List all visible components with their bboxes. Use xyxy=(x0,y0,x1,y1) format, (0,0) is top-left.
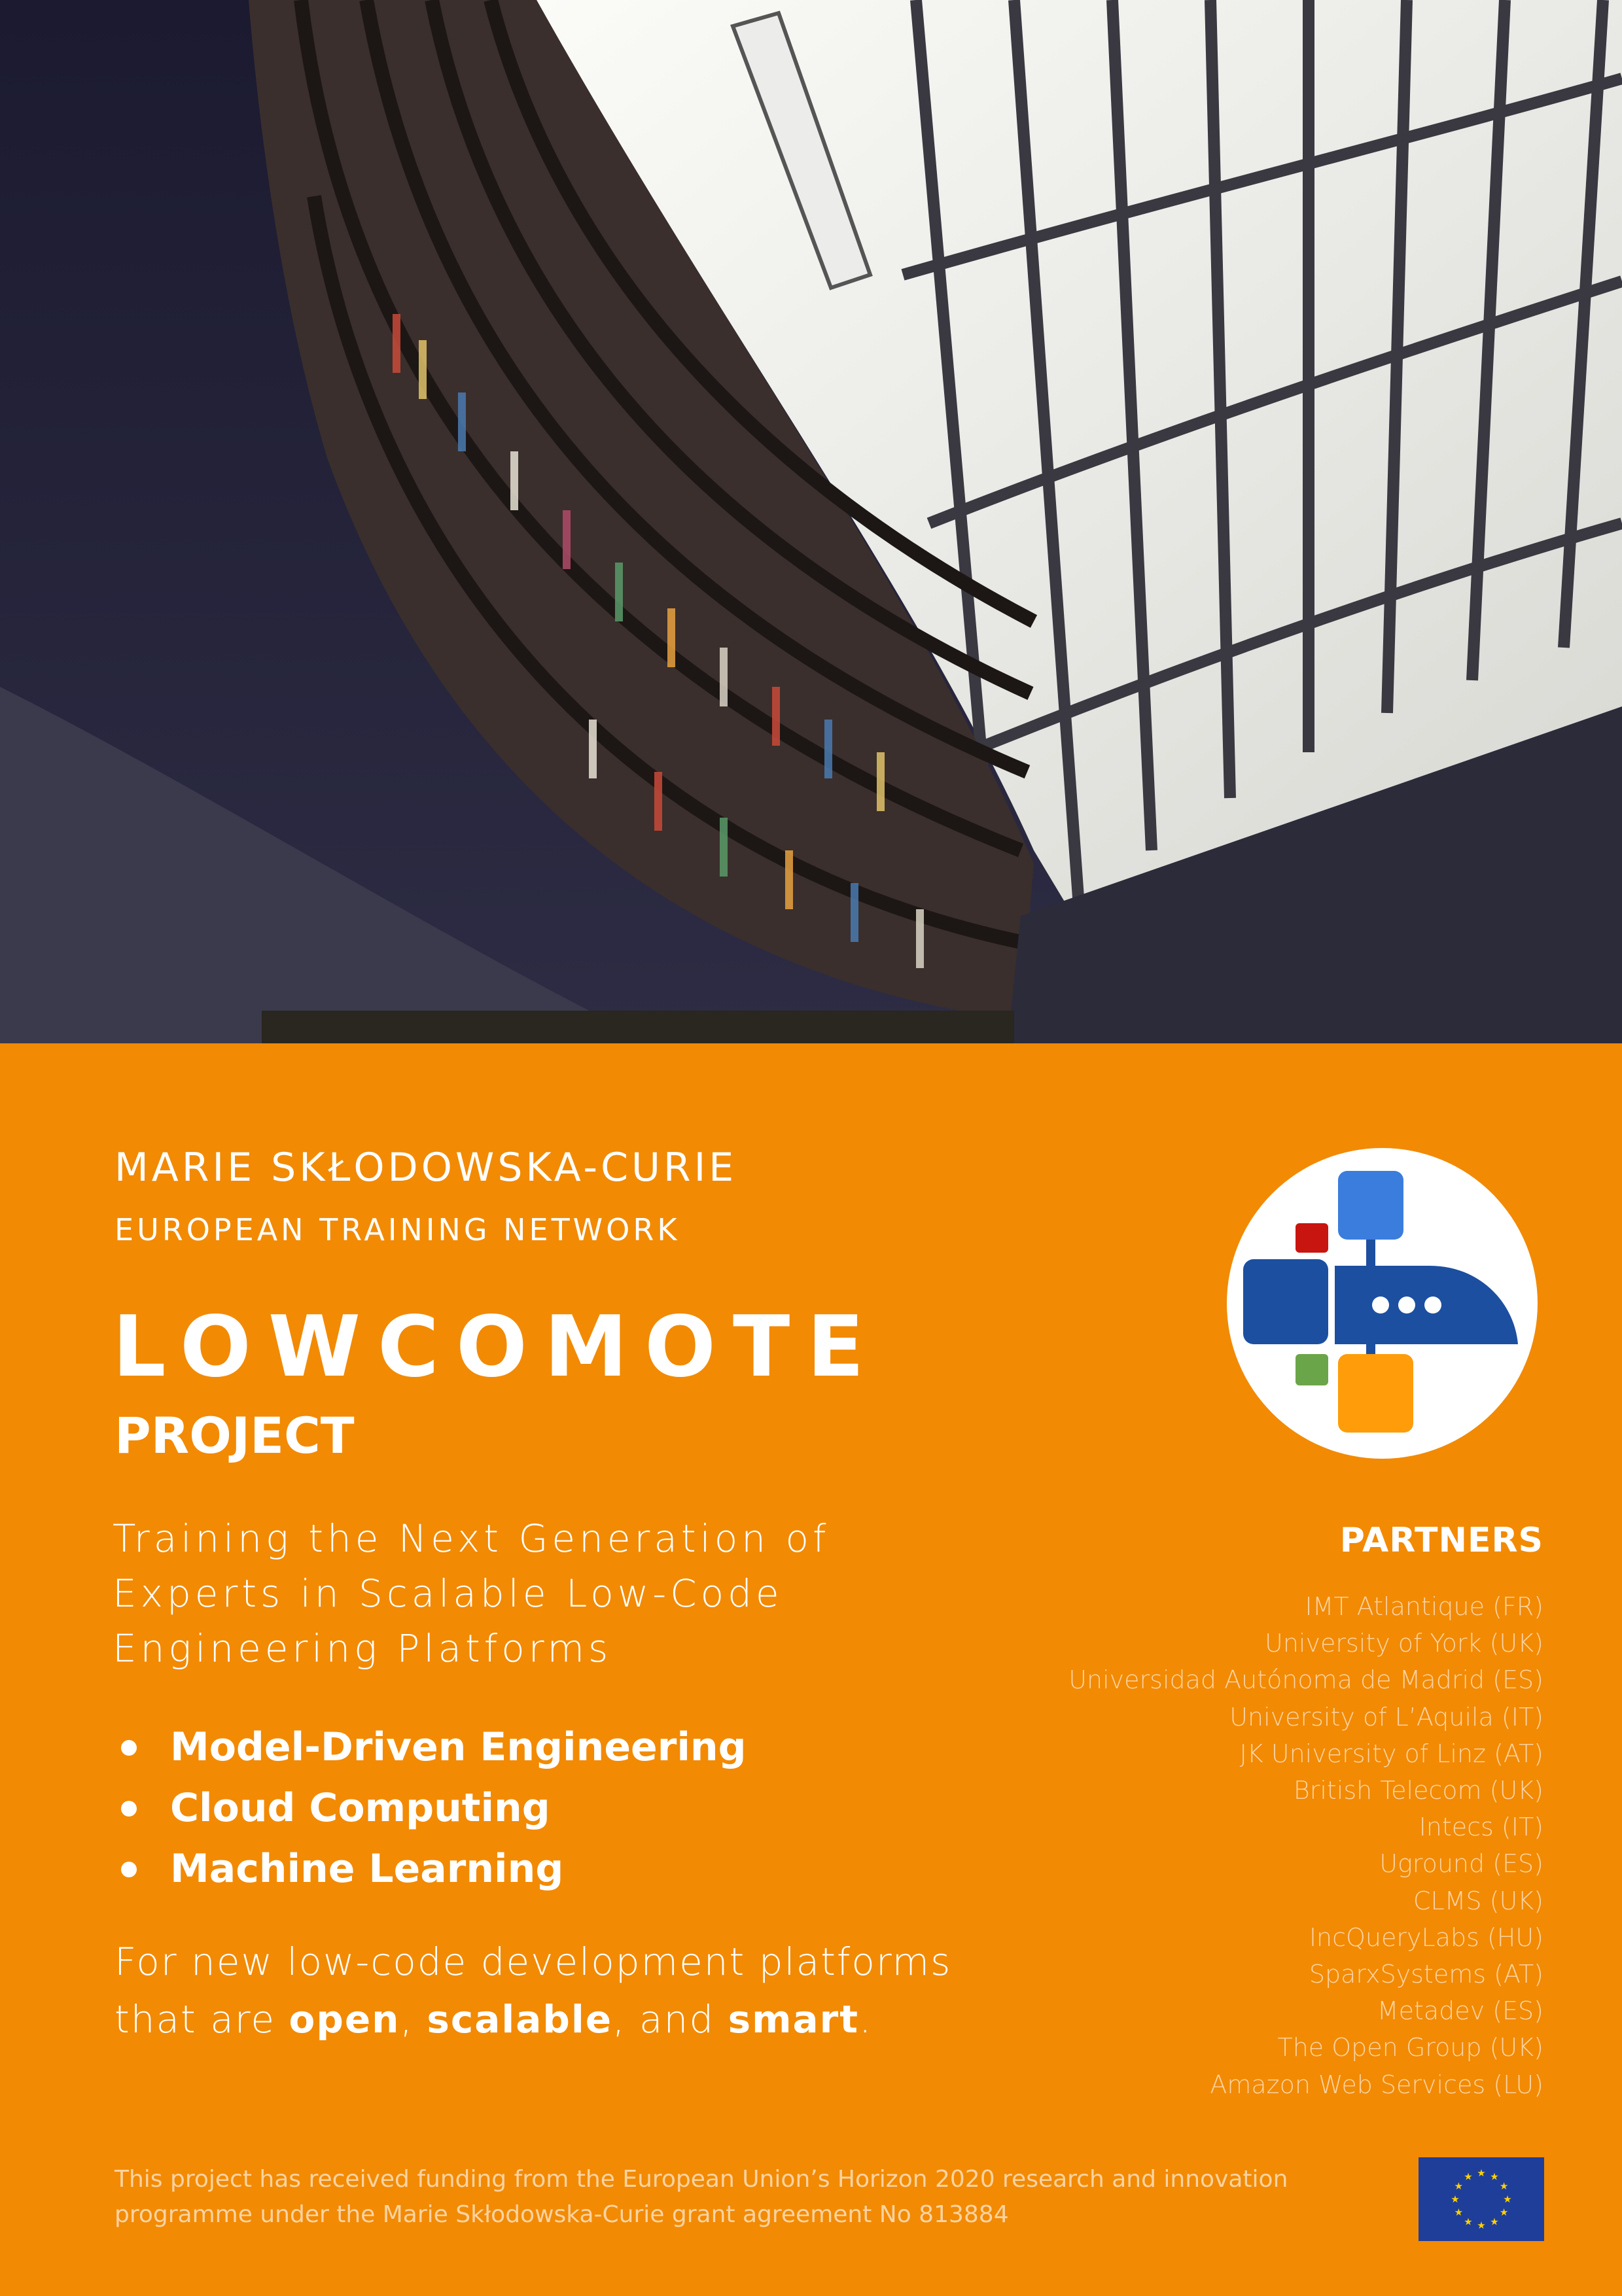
star-icon: ★ xyxy=(1499,2180,1509,2192)
bullet-icon xyxy=(121,1801,137,1817)
list-item xyxy=(115,1717,747,1778)
closing-lead: For new low-code development platforms that are xyxy=(115,1939,952,2042)
list-item: British Telecom (UK) xyxy=(1293,1776,1543,1805)
star-icon: ★ xyxy=(1454,2206,1464,2218)
closing-separator: , xyxy=(400,1997,414,2042)
list-item: IncQueryLabs (HU) xyxy=(1309,1922,1543,1952)
closing-end: . xyxy=(859,1997,873,2042)
topic-label: Cloud Computing xyxy=(170,1785,550,1831)
star-icon: ★ xyxy=(1451,2193,1460,2205)
bullet-icon xyxy=(121,1740,137,1756)
topic-list xyxy=(115,1717,747,1900)
bullet-icon xyxy=(121,1862,137,1877)
hero-photo xyxy=(0,0,1622,1043)
list-item: Amazon Web Services (LU) xyxy=(1210,2070,1543,2099)
project-subtitle: PROJECT xyxy=(115,1406,355,1465)
project-title: LOWCOMOTE xyxy=(113,1298,881,1396)
star-icon: ★ xyxy=(1490,2170,1499,2183)
star-icon: ★ xyxy=(1490,2216,1499,2228)
partners-heading: PARTNERS xyxy=(1339,1521,1543,1560)
star-icon: ★ xyxy=(1464,2216,1473,2228)
list-item: University of L’Aquila (IT) xyxy=(1229,1702,1543,1731)
star-icon: ★ xyxy=(1477,2167,1486,2179)
library-bookshelves-photo xyxy=(0,0,1622,1043)
list-item xyxy=(115,1839,747,1900)
list-item: JK University of Linz (AT) xyxy=(1239,1739,1543,1768)
list-item: CLMS (UK) xyxy=(1413,1886,1543,1915)
eu-flag xyxy=(1419,2157,1544,2241)
list-item: SparxSystems (AT) xyxy=(1309,1960,1543,1989)
program-heading: MARIE SKŁODOWSKA-CURIE xyxy=(115,1145,737,1191)
closing-separator: , and xyxy=(612,1997,715,2042)
network-heading: EUROPEAN TRAINING NETWORK xyxy=(115,1212,680,1247)
star-icon: ★ xyxy=(1477,2219,1486,2231)
funding-note: This project has received funding from the European Union’s Horizon 2020 research and innovation programme under the Marie Skłodowska-Curie grant agreement No 813884 xyxy=(115,2166,1288,2228)
topic-label: Model-Driven Engineering xyxy=(170,1724,747,1770)
partners-list xyxy=(1068,1588,1543,2103)
topic-label: Machine Learning xyxy=(170,1846,564,1892)
closing-keyword-open: open xyxy=(289,1997,400,2042)
list-item: Metadev (ES) xyxy=(1377,1996,1543,2026)
star-icon: ★ xyxy=(1454,2180,1464,2192)
star-icon: ★ xyxy=(1503,2193,1512,2205)
list-item: Intecs (IT) xyxy=(1419,1813,1543,1842)
tagline: Training the Next Generation of Experts in Scalable Low-Code Engineering Platforms xyxy=(113,1516,830,1671)
list-item: Universidad Autónoma de Madrid (ES) xyxy=(1068,1665,1543,1695)
closing-keyword-scalable: scalable xyxy=(427,1997,613,2042)
list-item: Uground (ES) xyxy=(1379,1849,1543,1879)
list-item: The Open Group (UK) xyxy=(1277,2033,1543,2062)
star-icon: ★ xyxy=(1464,2170,1473,2183)
list-item: University of York (UK) xyxy=(1265,1629,1543,1658)
star-icon: ★ xyxy=(1499,2206,1509,2218)
list-item: IMT Atlantique (FR) xyxy=(1305,1592,1543,1621)
lowcomote-logo xyxy=(1227,1148,1538,1459)
closing-keyword-smart: smart xyxy=(728,1997,860,2042)
closing-statement xyxy=(115,1933,965,2048)
list-item xyxy=(115,1778,747,1839)
